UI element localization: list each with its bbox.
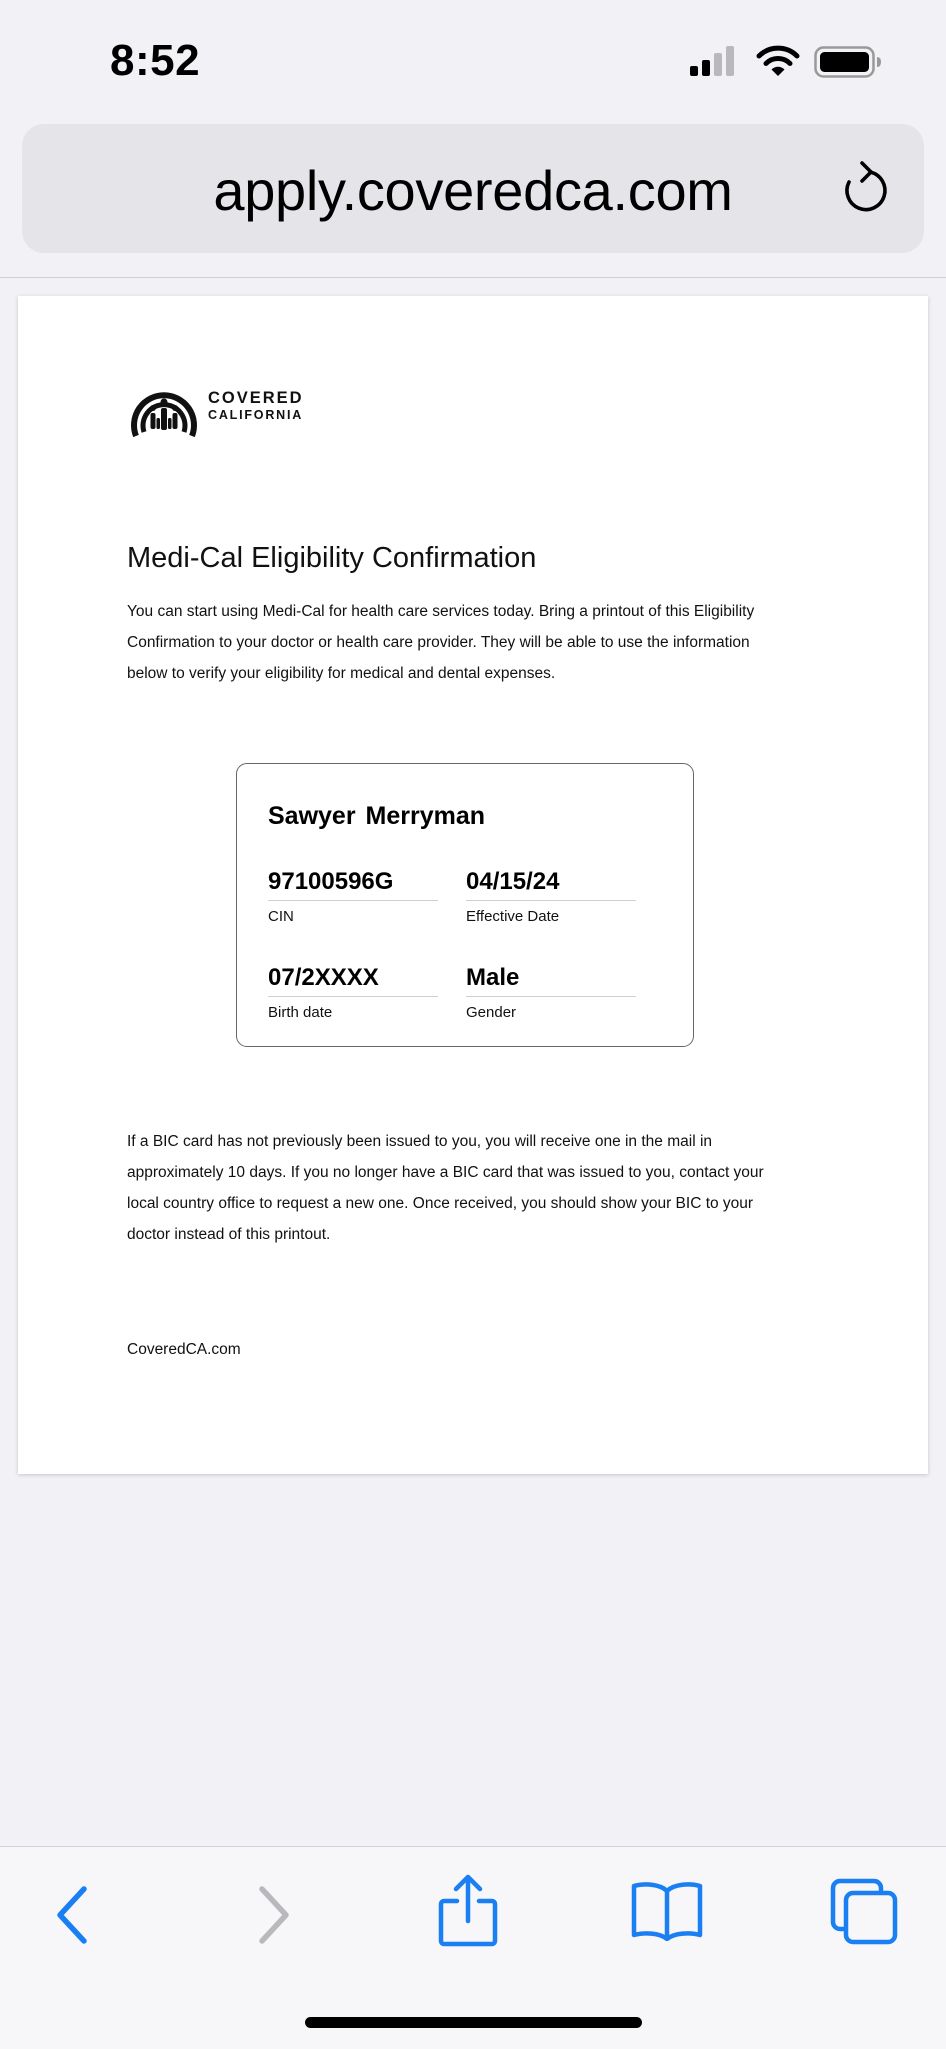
covered-california-emblem-icon — [126, 374, 204, 446]
toolbar-divider — [0, 277, 946, 278]
effective-date-label: Effective Date — [466, 908, 560, 925]
effective-date-field — [466, 868, 636, 925]
wifi-icon — [756, 44, 800, 78]
battery-icon — [814, 46, 882, 78]
gender-value: Male — [466, 964, 636, 997]
intro-paragraph: You can start using Medi-Cal for health care services today. Bring a printout of this Eligibility Confirmation to your doctor or health care provider. They will be able to use the information below to verify your eligibility for medical and dental expenses. — [127, 603, 755, 682]
effective-date-value: 04/15/24 — [466, 868, 636, 901]
tabs-icon[interactable] — [829, 1877, 899, 1945]
bookmarks-icon[interactable] — [630, 1879, 704, 1941]
cin-value: 97100596G — [268, 868, 438, 901]
covered-california-logo — [126, 374, 326, 446]
logo-wordmark — [208, 390, 304, 424]
member-name: Sawyer Merryman — [268, 802, 486, 830]
birth-date-label: Birth date — [268, 1004, 333, 1021]
document-page — [18, 296, 928, 1474]
bic-card-note: If a BIC card has not previously been issued to you, you will receive one in the mail in approximately 10 days. If you no longer have a BIC card that was issued to you, contact your local country office to request a new one. Once received, you should show your BIC to your doctor instead of this printout. — [127, 1133, 764, 1243]
gender-field — [466, 964, 636, 1021]
reload-icon[interactable] — [840, 160, 892, 216]
status-time: 8:52 — [110, 36, 201, 85]
status-bar — [0, 0, 946, 120]
page-title: Medi-Cal Eligibility Confirmation — [127, 542, 537, 574]
logo-line-2: CALIFORNIA — [208, 408, 304, 422]
url-text[interactable]: apply.coveredca.com — [213, 159, 733, 222]
gender-label: Gender — [466, 1004, 517, 1021]
birth-date-field — [268, 964, 438, 1021]
home-indicator — [305, 2017, 642, 2028]
eligibility-card — [236, 763, 694, 1047]
address-bar[interactable] — [22, 124, 924, 253]
cin-field — [268, 868, 438, 925]
cin-label: CIN — [268, 908, 294, 925]
back-icon[interactable] — [52, 1883, 92, 1947]
logo-line-1: COVERED — [208, 389, 304, 407]
birth-date-value: 07/2XXXX — [268, 964, 438, 997]
forward-icon[interactable] — [254, 1883, 294, 1947]
share-icon[interactable] — [437, 1873, 499, 1947]
browser-toolbar — [0, 1846, 946, 2049]
signal-icon — [690, 46, 736, 76]
footer-website: CoveredCA.com — [127, 1341, 241, 1358]
